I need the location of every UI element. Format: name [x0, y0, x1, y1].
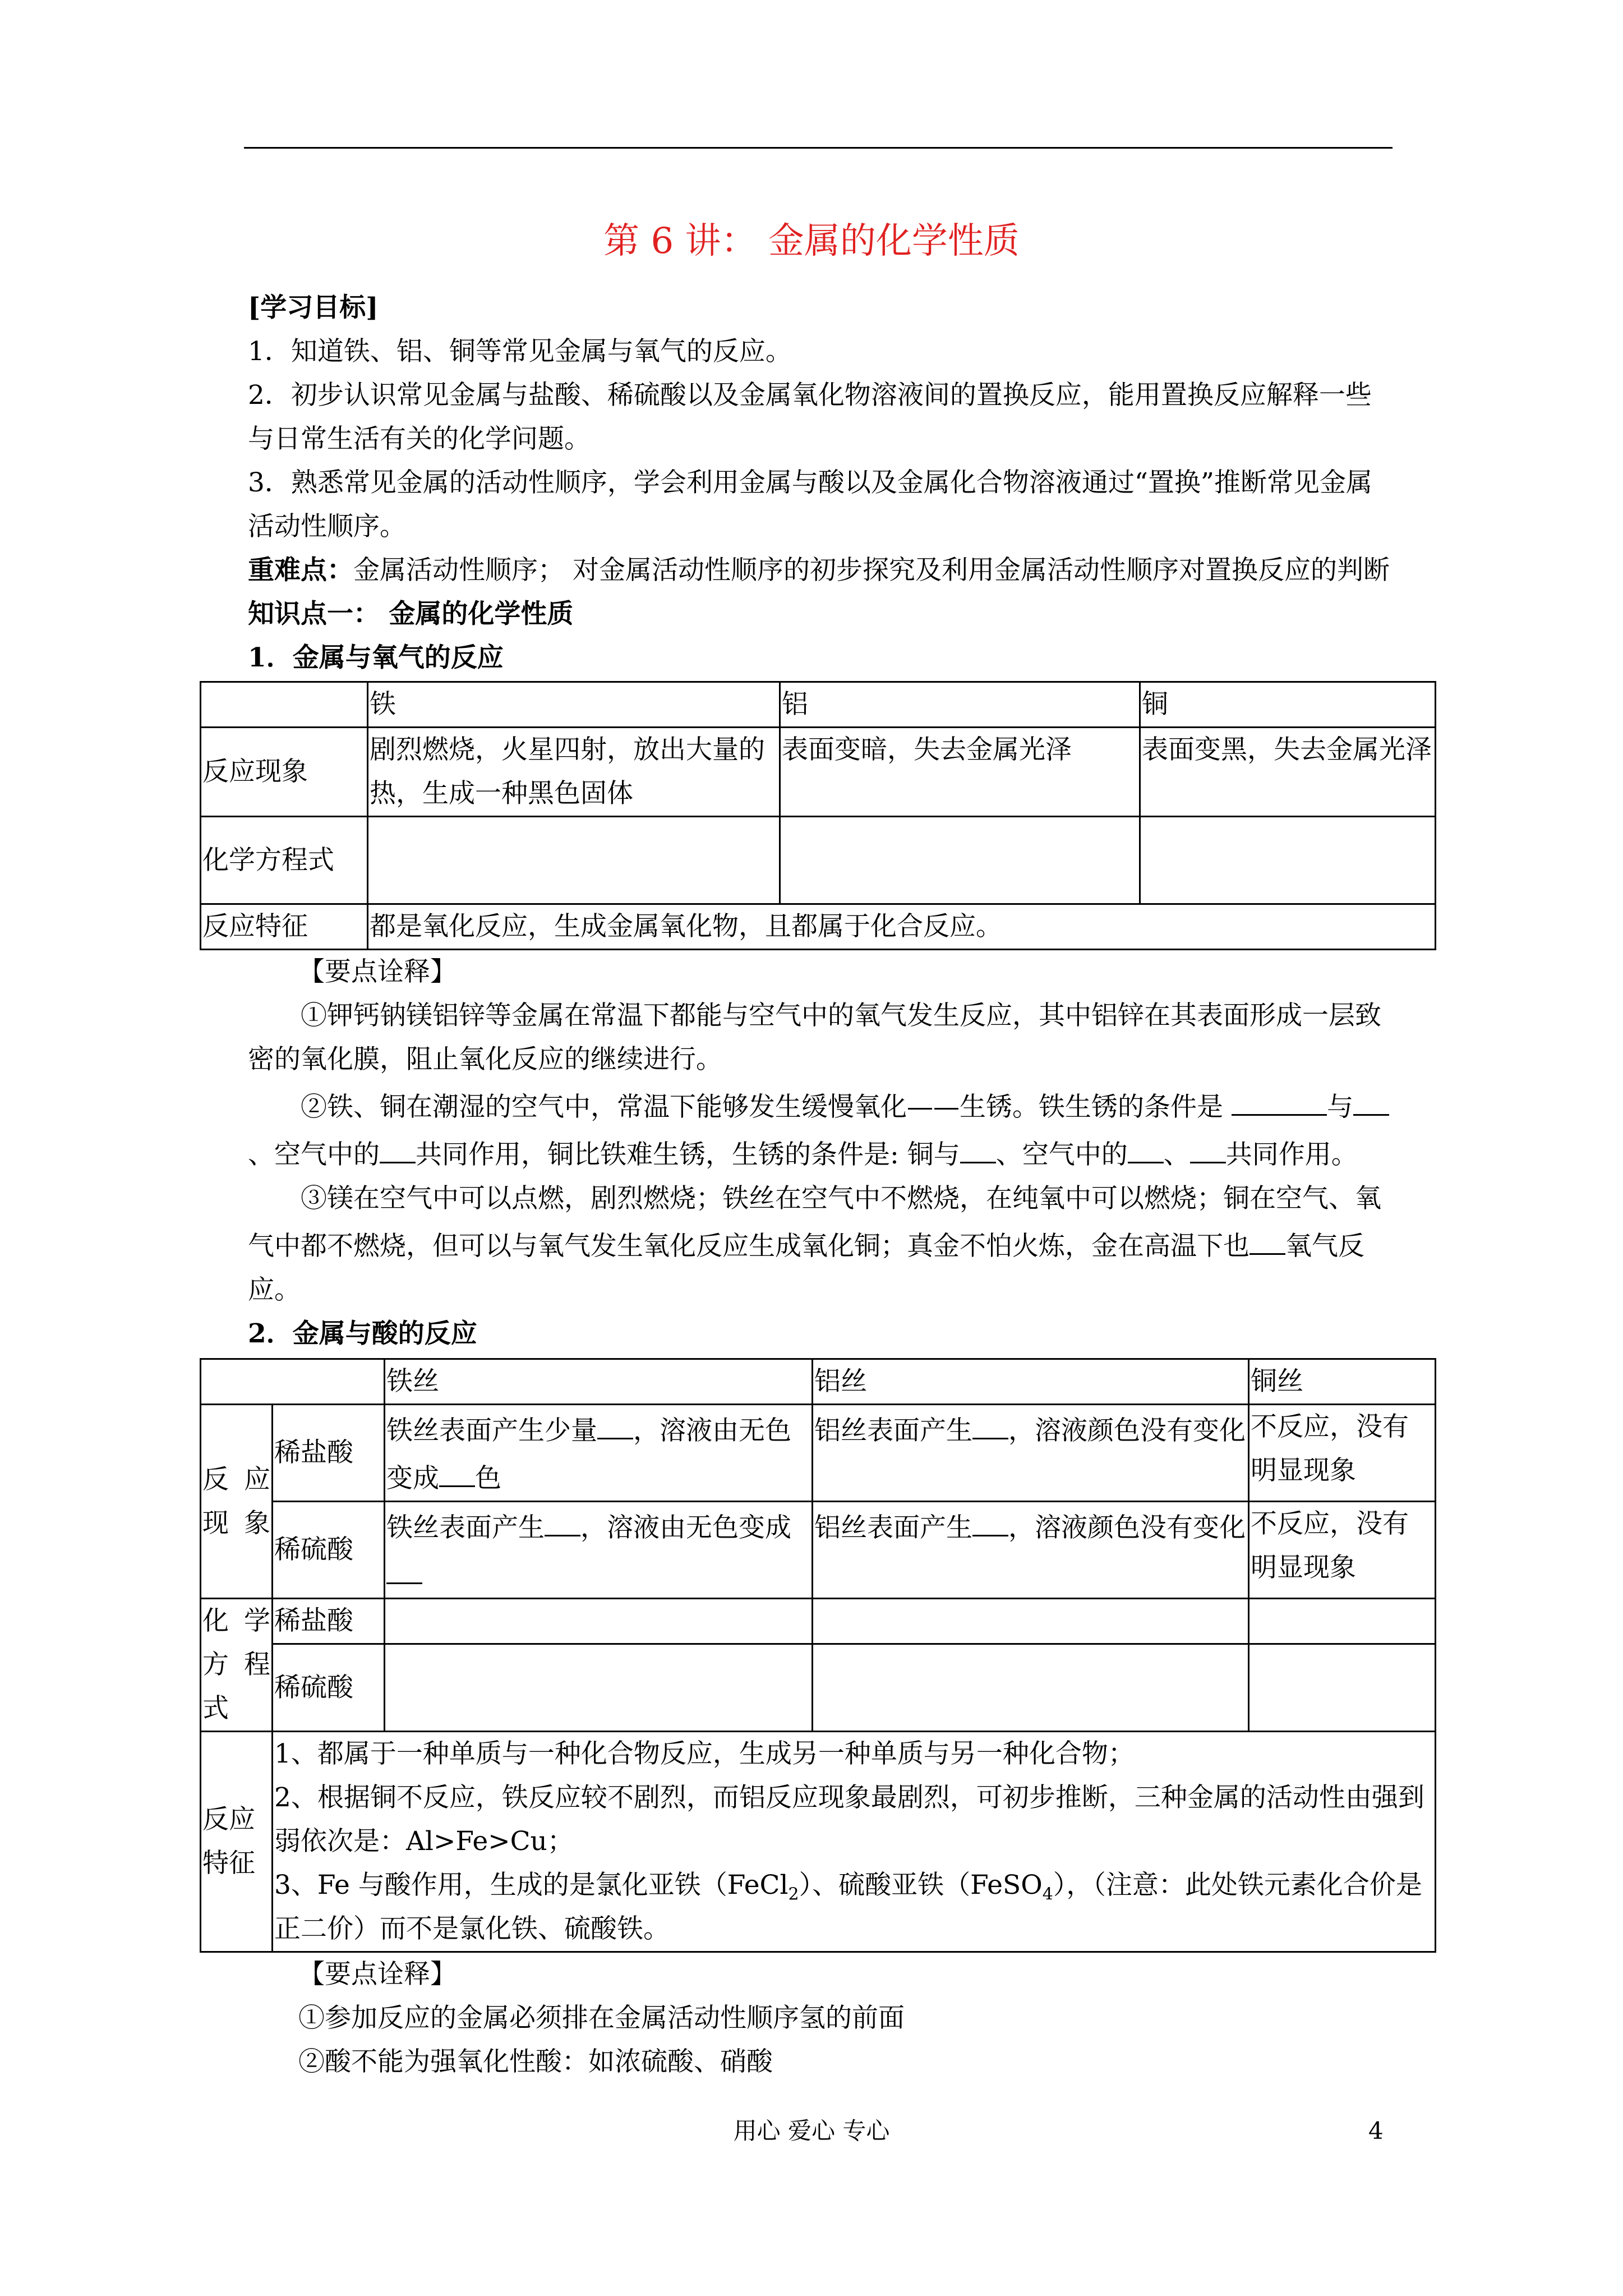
table-cell	[813, 1599, 1249, 1644]
table-row	[201, 1732, 1436, 1952]
table-row	[201, 1405, 1436, 1502]
table-row	[201, 1599, 1436, 1644]
page-number: 4	[1368, 2117, 1384, 2145]
table-header-iron-wire: 铁丝	[385, 1359, 813, 1405]
fill-blank[interactable]	[439, 1453, 475, 1487]
fill-blank[interactable]	[1232, 1082, 1327, 1116]
table-cell: 表面变黑，失去金属光泽	[1140, 728, 1436, 817]
fill-blank[interactable]	[972, 1502, 1008, 1536]
note-text: 共同作用，铜比铁难生锈，生锈的条件是: 铜与	[416, 1139, 960, 1170]
note-1: ①钾钙钠镁铝锌等金属在常温下都能与空气中的氧气发生反应，其中铝锌在其表面形成一层致密的氧化膜，阻止氧化反应的继续进行。	[248, 1000, 1381, 1075]
fill-blank[interactable]	[545, 1502, 580, 1536]
fill-blank[interactable]	[1249, 1221, 1285, 1255]
note-text: ②铁、铜在潮湿的空气中，常温下能够发生缓慢氧化——生锈。铁生锈的条件是	[301, 1092, 1223, 1122]
note-2	[248, 1082, 1392, 1177]
oxygen-reaction-table	[200, 681, 1436, 950]
feature-3	[274, 1864, 1433, 1951]
notes-heading: 【要点诠释】	[298, 956, 457, 987]
cell-text: ，溶液颜色没有变化	[1008, 1415, 1246, 1446]
table-row	[201, 1502, 1436, 1599]
cell-text: ）、硫酸亚铁（FeSO	[799, 1870, 1043, 1901]
cell-text: ，溶液颜色没有变化	[1008, 1512, 1246, 1543]
table-cell	[780, 817, 1140, 904]
section2-heading: 2．金属与酸的反应	[248, 1318, 477, 1349]
table-cell	[385, 1644, 813, 1732]
note-text: 共同作用。	[1225, 1139, 1358, 1170]
note-text: 氧气反应。	[248, 1231, 1364, 1305]
table-cell	[1140, 817, 1436, 904]
notes2-heading: 【要点诠释】	[298, 1959, 457, 1990]
row-label: 反 应现象	[201, 1405, 273, 1599]
fill-blank[interactable]	[960, 1129, 996, 1163]
table-cell	[813, 1644, 1249, 1732]
cell-text: 铁丝表面产生	[386, 1512, 545, 1543]
table-cell	[813, 1502, 1249, 1599]
row-label: 化学方程式	[201, 817, 368, 904]
cell-text: 色	[475, 1463, 501, 1494]
table-cell: 不反应，没有明显现象	[1249, 1502, 1436, 1599]
table-header-aluminum: 铝	[780, 682, 1140, 728]
table-cell: 都是氧化反应，生成金属氧化物，且都属于化合反应。	[368, 904, 1436, 950]
table-cell	[385, 1502, 813, 1599]
table-cell	[813, 1405, 1249, 1502]
table-cell	[385, 1599, 813, 1644]
fill-blank[interactable]	[1190, 1129, 1226, 1163]
objectives-heading: [学习目标]	[248, 292, 379, 323]
note-text: 、	[1163, 1139, 1190, 1170]
table-header-row	[201, 682, 1436, 728]
footer-motto: 用心 爱心 专心	[733, 2117, 890, 2145]
table-row	[201, 1644, 1436, 1732]
cell-text: 铝丝表面产生	[814, 1415, 972, 1446]
cell-text: ，溶液由无色变成	[386, 1415, 791, 1494]
page-title: 第 6 讲： 金属的化学性质	[603, 220, 1020, 262]
section1-heading: 1．金属与氧气的反应	[248, 642, 504, 673]
note-text: ③镁在空气中可以点燃，剧烈燃烧；铁丝在空气中不燃烧，在纯氧中可以燃烧；铜在空气、氧气中都不燃烧，但可以与氧气发生氧化反应生成氧化铜；真金不怕火炼，金在高温下也	[248, 1183, 1381, 1262]
table-cell	[201, 682, 368, 728]
objective-1: 1．知道铁、铝、铜等常见金属与氧气的反应。	[248, 336, 792, 367]
cell-text: ），（注意：此处铁元素化合价是正二价）而不是氯化铁、硫酸铁。	[274, 1870, 1422, 1944]
fill-blank[interactable]	[1128, 1129, 1164, 1163]
table-header-iron: 铁	[368, 682, 780, 728]
fill-blank[interactable]	[972, 1405, 1008, 1439]
header-rule	[244, 147, 1393, 149]
acid-label: 稀硫酸	[273, 1644, 385, 1732]
table-row	[201, 817, 1436, 904]
note-3	[248, 1177, 1392, 1312]
acid-label: 稀硫酸	[273, 1502, 385, 1599]
table-cell: 不反应，没有明显现象	[1249, 1405, 1436, 1502]
acid-reaction-table	[200, 1358, 1436, 1953]
table-cell	[201, 1359, 385, 1405]
table-cell	[368, 817, 780, 904]
table-cell	[1249, 1599, 1436, 1644]
table-header-copper-wire: 铜丝	[1249, 1359, 1436, 1405]
table-header-aluminum-wire: 铝丝	[813, 1359, 1249, 1405]
fill-blank[interactable]	[380, 1129, 416, 1163]
table-cell: 表面变暗，失去金属光泽	[780, 728, 1140, 817]
acid-label: 稀盐酸	[273, 1599, 385, 1644]
subscript: 2	[788, 1884, 799, 1904]
cell-text: 铁丝表面产生少量	[386, 1415, 597, 1446]
objective-3: 3．熟悉常见金属的活动性顺序，学会利用金属与酸以及金属化合物溶液通过“置换”推断常见金属活动性顺序。	[248, 467, 1372, 542]
cell-text: 铝丝表面产生	[814, 1512, 972, 1543]
subscript: 4	[1042, 1884, 1053, 1904]
table-cell	[385, 1405, 813, 1502]
note-text: 与	[1326, 1092, 1353, 1122]
row-label: 化 学方 程式	[201, 1599, 273, 1732]
key-label: 重难点：	[248, 555, 353, 586]
document-body	[202, 286, 1432, 2084]
note2-2: ②酸不能为强氧化性酸：如浓硫酸、硝酸	[298, 2046, 773, 2077]
fill-blank[interactable]	[597, 1405, 633, 1439]
feature-2: 2、根据铜不反应，铁反应较不剧烈，而铝反应现象最剧烈，可初步推断，三种金属的活动性由强到弱依次是：Al>Fe>Cu；	[274, 1782, 1424, 1857]
feature-1: 1、都属于一种单质与一种化合物反应，生成另一种单质与另一种化合物；	[274, 1738, 1135, 1769]
note-text: 、空气中的	[995, 1139, 1128, 1170]
note-text: 、空气中的	[248, 1139, 380, 1170]
row-label: 反应现象	[201, 728, 368, 817]
note2-1: ①参加反应的金属必须排在金属活动性顺序氢的前面	[298, 2003, 905, 2033]
table-header-copper: 铜	[1140, 682, 1436, 728]
cell-text: ，溶液由无色变成	[580, 1512, 791, 1543]
fill-blank[interactable]	[386, 1550, 422, 1584]
cell-text: 3、Fe 与酸作用，生成的是氯化亚铁（FeCl	[274, 1870, 789, 1901]
row-label: 反应特征	[201, 1732, 273, 1952]
key-points	[248, 549, 1392, 592]
key-text: 金属活动性顺序； 对金属活动性顺序的初步探究及利用金属活动性顺序对置换反应的判断	[353, 555, 1390, 586]
table-header-row	[201, 1359, 1436, 1405]
table-row	[201, 904, 1436, 950]
knowledge-heading: 知识点一： 金属的化学性质	[248, 599, 574, 629]
row-label: 反应特征	[201, 904, 368, 950]
table-row	[201, 728, 1436, 817]
table-cell	[273, 1732, 1436, 1952]
table-cell: 剧烈燃烧，火星四射，放出大量的热，生成一种黑色固体	[368, 728, 780, 817]
table-cell	[1249, 1644, 1436, 1732]
acid-label: 稀盐酸	[273, 1405, 385, 1502]
objective-2: 2．初步认识常见金属与盐酸、稀硫酸以及金属氧化物溶液间的置换反应，能用置换反应解释一些与日常生活有关的化学问题。	[248, 380, 1372, 454]
fill-blank[interactable]	[1353, 1082, 1389, 1116]
